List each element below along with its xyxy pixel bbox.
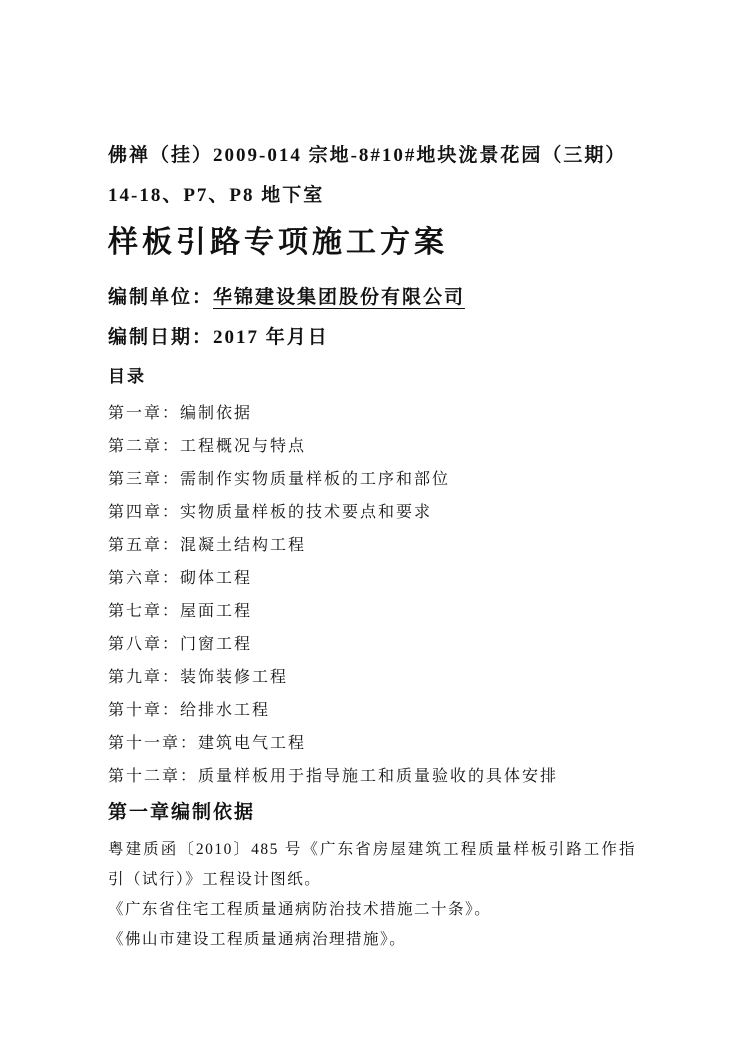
date-value: 2017 年月日 bbox=[213, 327, 329, 348]
toc-item-chapter-4: 第四章：实物质量样板的技术要点和要求 bbox=[108, 504, 433, 521]
toc-item-chapter-6: 第六章：砌体工程 bbox=[108, 570, 253, 587]
toc-item-chapter-8: 第八章：门窗工程 bbox=[108, 636, 253, 653]
date-line bbox=[108, 327, 636, 349]
prepared-by-label: 编制单位： bbox=[108, 287, 214, 308]
toc-item-chapter-1: 第一章：编制依据 bbox=[108, 405, 253, 422]
project-header-line-2: 14-18、P7、P8 地下室 bbox=[108, 185, 325, 206]
prepared-by-value: 华锦建设集团股份有限公司 bbox=[213, 287, 466, 308]
chapter-1-paragraph-1: 粤建质函〔2010〕485 号《广东省房屋建筑工程质量样板引路工作指引（试行）》工程设计图纸。 bbox=[108, 841, 636, 888]
chapter-1-paragraph-3: 《佛山市建设工程质量通病治理措施》。 bbox=[108, 931, 407, 948]
chapter-1-heading: 第一章编制依据 bbox=[108, 802, 256, 823]
toc-item-chapter-10: 第十章：给排水工程 bbox=[108, 702, 271, 719]
prepared-by-line bbox=[108, 287, 636, 309]
project-header-line-1: 佛禅（挂）2009-014 宗地-8#10#地块泷景花园（三期） bbox=[108, 145, 627, 166]
toc-item-chapter-5: 第五章：混凝土结构工程 bbox=[108, 537, 307, 554]
date-label: 编制日期： bbox=[108, 327, 214, 348]
table-of-contents bbox=[108, 397, 636, 793]
chapter-1-paragraph-2: 《广东省住宅工程质量通病防治技术措施二十条》。 bbox=[108, 901, 492, 918]
toc-item-chapter-12: 第十二章：质量样板用于指导施工和质量验收的具体安排 bbox=[108, 768, 559, 785]
toc-title: 目录 bbox=[108, 367, 146, 386]
toc-item-chapter-7: 第七章：屋面工程 bbox=[108, 603, 253, 620]
toc-item-chapter-9: 第九章：装饰装修工程 bbox=[108, 669, 289, 686]
toc-item-chapter-11: 第十一章：建筑电气工程 bbox=[108, 735, 307, 752]
toc-item-chapter-2: 第二章：工程概况与特点 bbox=[108, 438, 307, 455]
document-title: 样板引路专项施工方案 bbox=[108, 226, 448, 259]
toc-item-chapter-3: 第三章：需制作实物质量样板的工序和部位 bbox=[108, 471, 451, 488]
